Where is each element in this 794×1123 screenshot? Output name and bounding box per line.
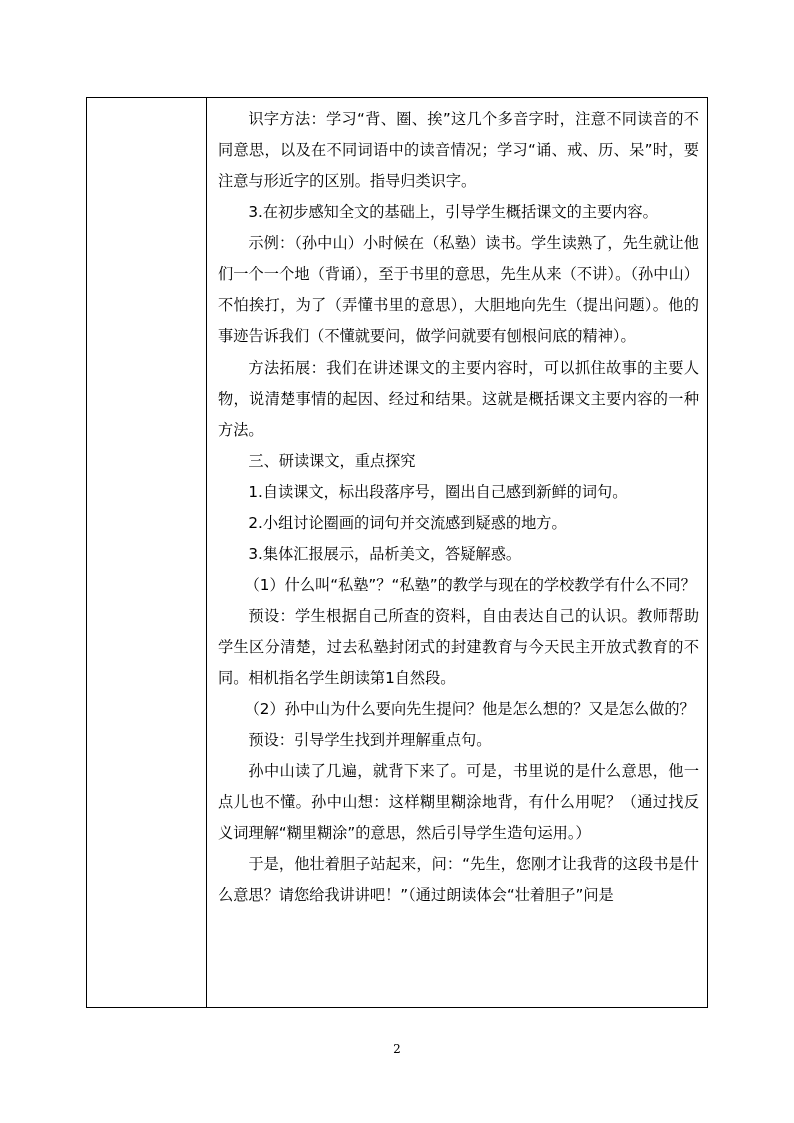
table-content-column — [208, 98, 707, 1007]
question-1-paragraph: （1）什么叫“私塾”？“私塾”的教学与现在的学校教学有什么不同？ — [244, 576, 696, 594]
table-left-column — [87, 98, 207, 1007]
question-2-paragraph: （2）孙中山为什么要向先生提问？他是怎么想的？又是怎么做的？ — [244, 700, 695, 718]
page-number: 2 — [393, 1042, 401, 1056]
task-3-paragraph: 3.集体汇报展示，品析美文，答疑解惑。 — [248, 545, 522, 563]
task-2-paragraph: 2.小组讨论圈画的词句并交流感到疑惑的地方。 — [248, 514, 567, 532]
literacy-method-paragraph: 识字方法：学习“背、圈、挨”这几个多音字时，注意不同读音的不同意思，以及在不同词语中的读音情况；学习“诵、戒、历、呆”时，要注意与形近字的区别。指导归类识字。 — [218, 110, 699, 190]
preset-1-paragraph: 预设：学生根据自己所查的资料，自由表达自己的认识。教师帮助学生区分清楚，过去私塾封闭式的封建教育与今天民主开放式教育的不同。相机指名学生朗读第1自然段。 — [218, 607, 699, 687]
lesson-table — [86, 97, 708, 1008]
method-extension-paragraph: 方法拓展：我们在讲述课文的主要内容时，可以抓住故事的主要人物，说清楚事情的起因、经过和结果。这就是概括课文主要内容的一种方法。 — [218, 359, 699, 439]
example-paragraph: 示例：（孙中山）小时候在（私塾）读书。学生读熟了，先生就让他们一个一个地（背诵），至于书里的意思，先生从来（不讲）。（孙中山）不怕挨打，为了（弄懂书里的意思），大胆地向先生（提出问题）。他的事迹告诉我们（不懂就要问，做学问就要有刨根问底的精神）。 — [218, 234, 699, 345]
task-1-paragraph: 1.自读课文，标出段落序号，圈出自己感到新鲜的词句。 — [248, 483, 628, 501]
preset-2-paragraph: 预设：引导学生找到并理解重点句。 — [248, 731, 492, 749]
step-3-summary-paragraph: 3.在初步感知全文的基础上，引导学生概括课文的主要内容。 — [248, 203, 658, 221]
key-sentence-1-paragraph: 孙中山读了几遍，就背下来了。可是，书里说的是什么意思，他一点儿也不懂。孙中山想：这样糊里糊涂地背，有什么用呢？（通过找反义词理解“糊里糊涂”的意思，然后引导学生造句运用。） — [218, 762, 699, 842]
section-heading: 三、研读课文，重点探究 — [248, 452, 416, 470]
key-sentence-2-paragraph: 于是，他壮着胆子站起来，问：“先生，您刚才让我背的这段书是什么意思？请您给我讲讲吧！”（通过朗读体会“壮着胆子”问是 — [218, 855, 699, 904]
